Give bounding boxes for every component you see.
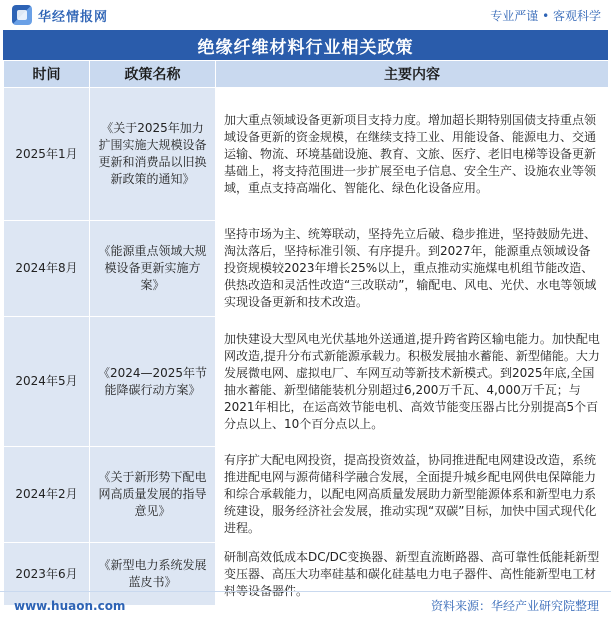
- row-content: 研制高效低成本DC/DC变换器、新型直流断路器、高可靠性低能耗新型变压器、高压大功率硅基和碳化硅基电力电子器件、高性能新型电工材料等设备器件。: [216, 543, 609, 606]
- slogan: 专业严谨 • 客观科学: [490, 8, 601, 23]
- column-header-policy-name: 政策名称: [90, 61, 216, 88]
- table-row: [4, 221, 609, 317]
- row-date: 2023年6月: [4, 543, 90, 606]
- row-policy-name: 《新型电力系统发展蓝皮书》: [90, 543, 216, 606]
- table-row: [4, 88, 609, 221]
- row-policy-name: 《关于新形势下配电网高质量发展的指导意见》: [90, 447, 216, 543]
- row-date: 2024年2月: [4, 447, 90, 543]
- row-policy-name: 《能源重点领域大规模设备更新实施方案》: [90, 221, 216, 317]
- source-note: 资料来源：华经产业研究院整理: [430, 599, 599, 613]
- row-content: 加快建设大型风电光伏基地外送通道,提升跨省跨区输电能力。加快配电网改造,提升分布式新能源承载力。积极发展抽水蓄能、新型储能。大力发展微电网、虚拟电厂、车网互动等新技术新模式。到2025年底,全国抽水蓄能、新型储能装机分别超过6,200万千瓦、4,000万千瓦；与2021年相比，在运高效节能电机、高效节能变压器占比分别提高5个百分点以上、10个百分点以上。: [216, 317, 609, 447]
- row-date: 2024年8月: [4, 221, 90, 317]
- row-date: 2025年1月: [4, 88, 90, 221]
- row-date: 2024年5月: [4, 317, 90, 447]
- logo-text: 华经情报网: [38, 9, 109, 25]
- site-url-link[interactable]: www.huaon.com: [14, 598, 126, 613]
- footer: [0, 591, 611, 619]
- table-row: [4, 317, 609, 447]
- policy-table: [3, 60, 609, 606]
- row-content: 坚持市场为主、统筹联动，坚持先立后破、稳步推进，坚持鼓励先进、淘汰落后，坚持标准引领、有序提升。到2027年，能源重点领域设备投资规模较2023年增长25%以上，重点推动实施煤电机组节能改造、供热改造和灵活性改造“三改联动”，输配电、风电、光伏、水电等领域实现设备更新和技术改造。: [216, 221, 609, 317]
- row-policy-name: 《2024—2025年节能降碳行动方案》: [90, 317, 216, 447]
- row-content: 加大重点领域设备更新项目支持力度。增加超长期特别国债支持重点领域设备更新的资金规模，在继续支持工业、用能设备、能源电力、交通运输、物流、环境基础设施、教育、文旅、医疗、老旧电梯等设备更新基础上，将支持范围进一步扩展至电子信息、安全生产、设施农业等领域，重点支持高端化、智能化、绿色化设备应用。: [216, 88, 609, 221]
- column-header-content: 主要内容: [216, 61, 609, 88]
- logo-icon: [12, 5, 32, 25]
- row-content: 有序扩大配电网投资，提高投资效益，协同推进配电网建设改造，系统推进配电网与源荷储科学融合发展，全面提升城乡配电网供电保障能力和综合承载能力，以配电网高质量发展助力新型能源体系和新型电力系统建设，服务经济社会发展，推动实现“双碳”目标，加快中国式现代化进程。: [216, 447, 609, 543]
- top-bar: [0, 0, 611, 30]
- page-title: 绝缘纤维材料行业相关政策: [3, 30, 608, 60]
- table-row: [4, 447, 609, 543]
- row-policy-name: 《关于2025年加力扩围实施大规模设备更新和消费品以旧换新政策的通知》: [90, 88, 216, 221]
- column-header-date: 时间: [4, 61, 90, 88]
- table-header-row: [4, 61, 609, 88]
- logo[interactable]: [12, 5, 108, 25]
